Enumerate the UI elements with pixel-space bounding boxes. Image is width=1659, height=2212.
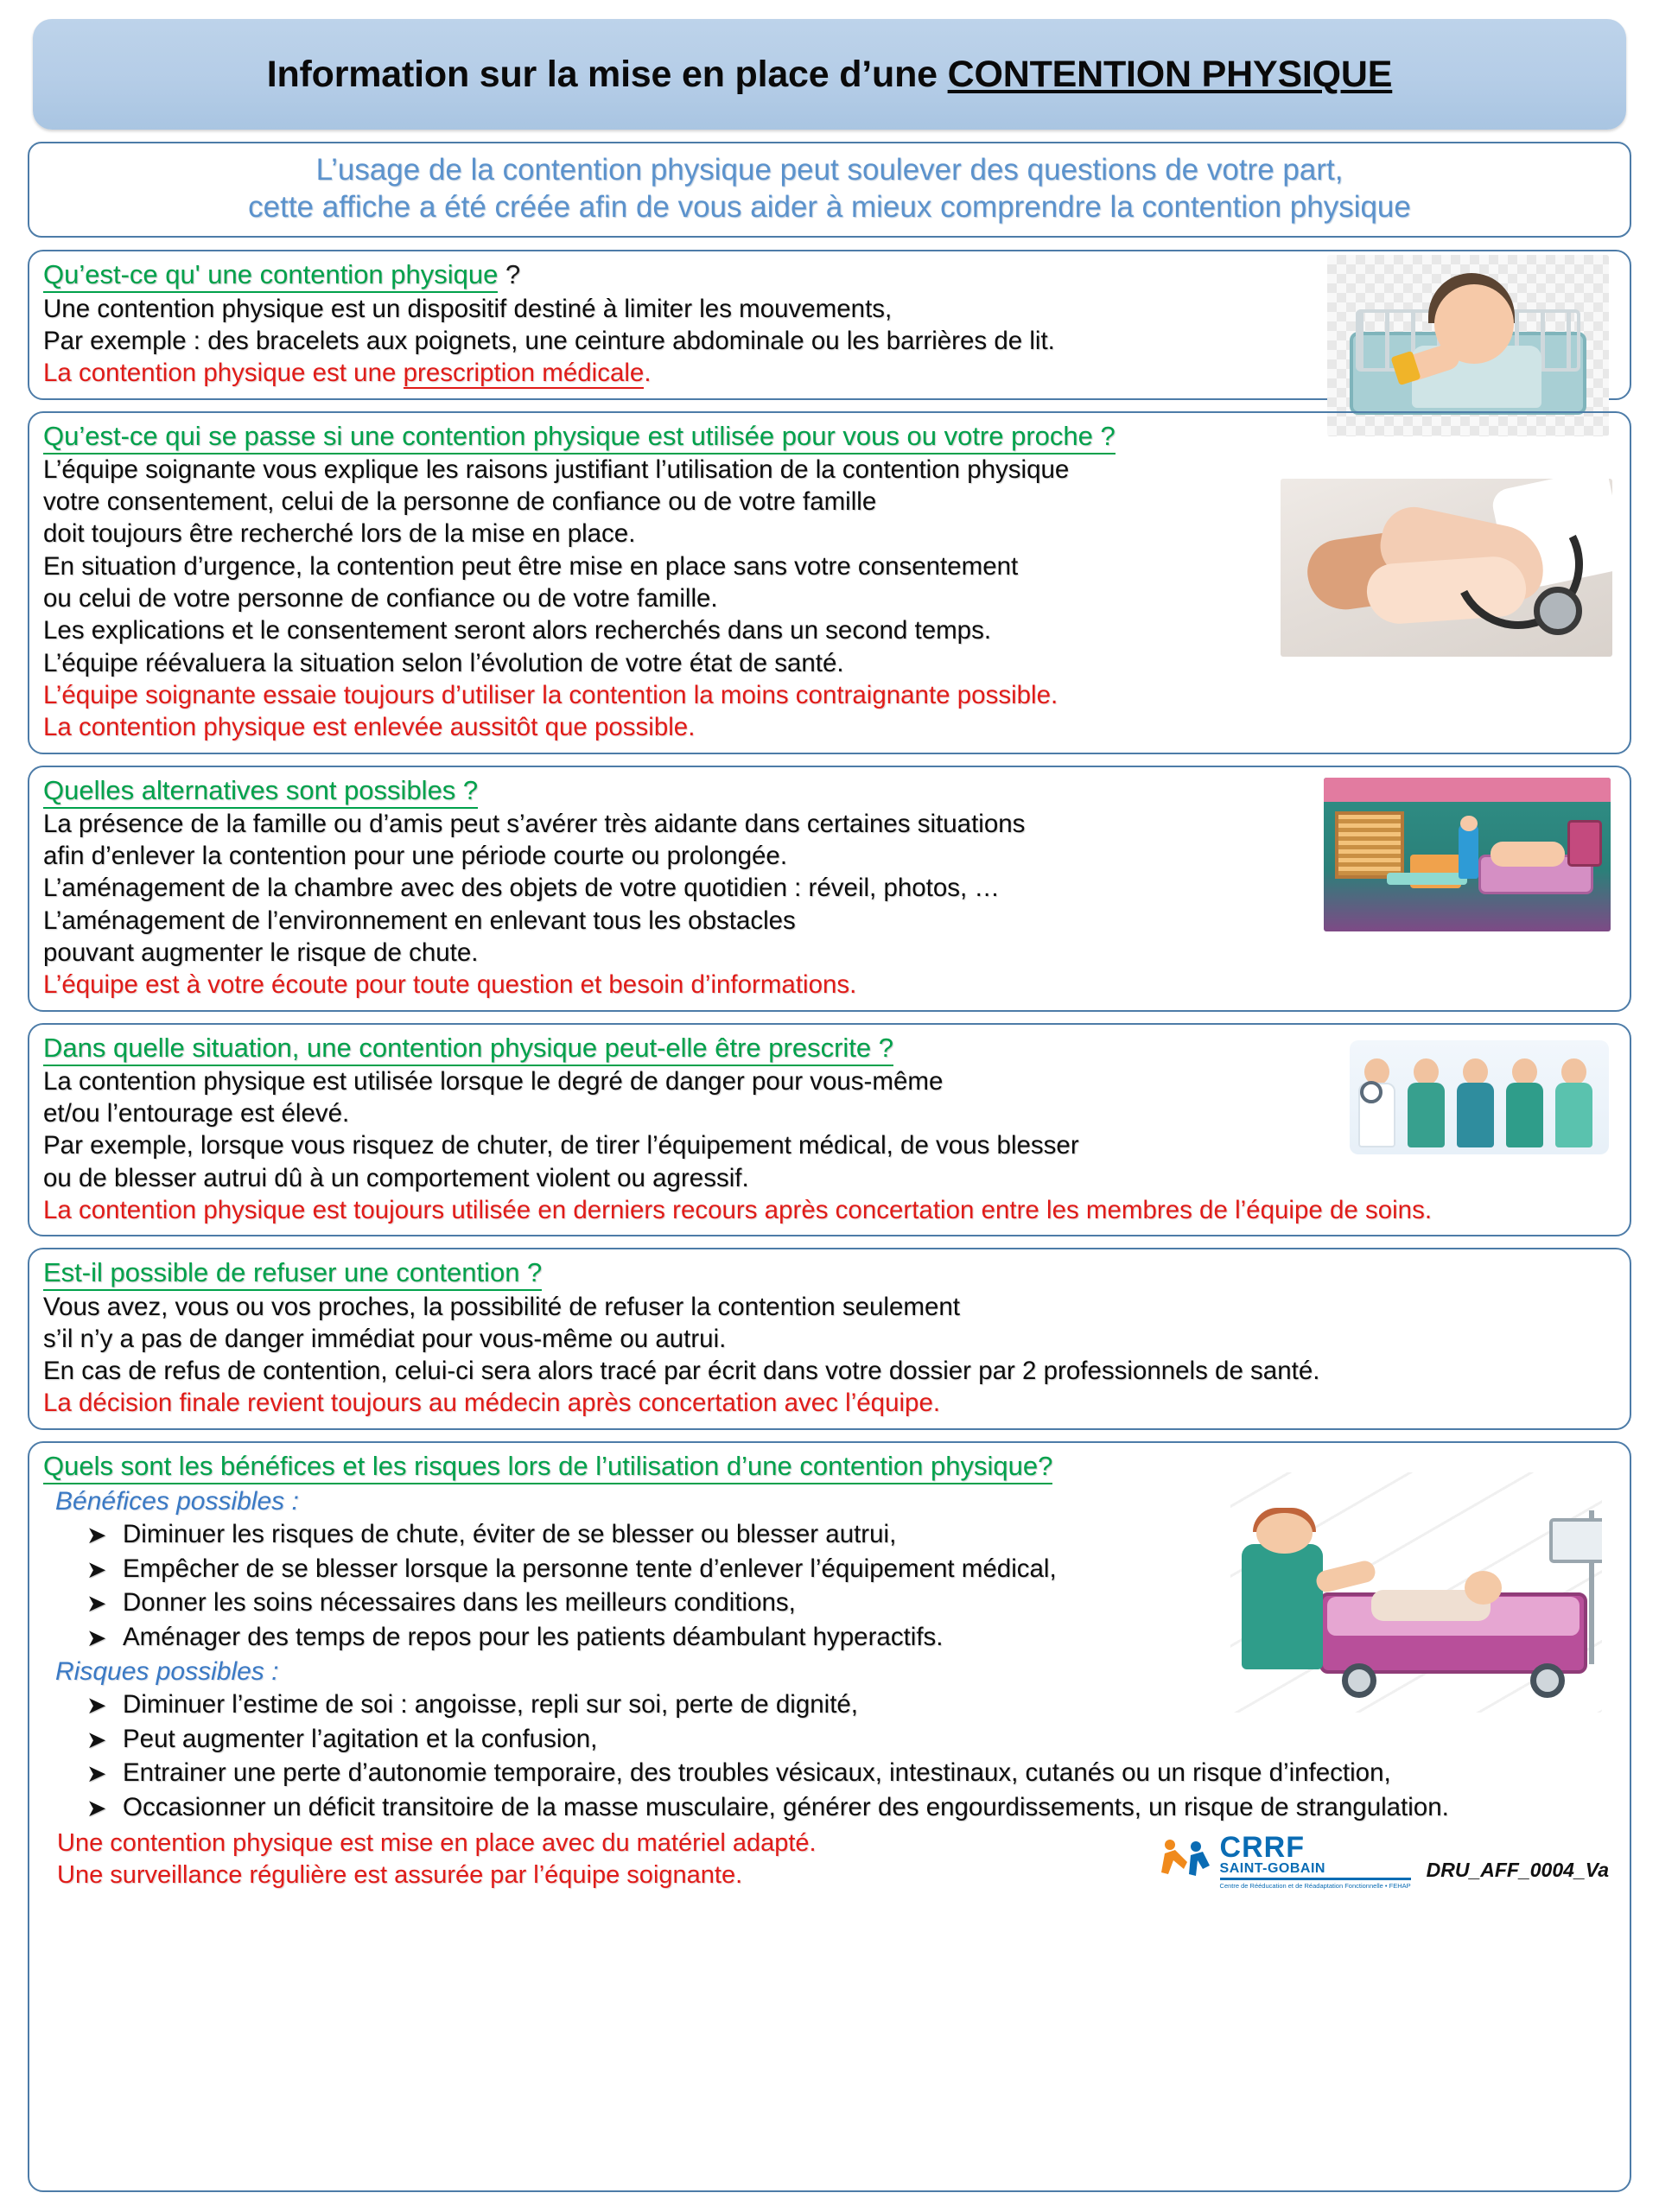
illustration-hospital-room — [1324, 778, 1611, 931]
body-line: ou de blesser autrui dû à un comportement violent ou agressif. — [43, 1163, 749, 1192]
emphasis-line: L’équipe soignante essaie toujours d’utiliser la contention la moins contraignante possible. — [43, 680, 1058, 709]
list-item — [86, 1688, 1618, 1721]
section-heading — [43, 1032, 893, 1064]
section-heading-text: Dans quelle situation, une contention physique peut-elle être prescrite ? — [43, 1033, 893, 1066]
list-item-text: Empêcher de se blesser lorsque la personne tente d’enlever l’équipement médical, — [123, 1554, 1057, 1583]
body-line: L’aménagement de la chambre avec des objets de votre quotidien : réveil, photos, … — [43, 874, 1000, 903]
list-item — [86, 1586, 1246, 1619]
footer-emphasis-block — [57, 1827, 817, 1891]
page-title-emphasis: CONTENTION PHYSIQUE — [947, 53, 1393, 95]
illustration-holding-hands-stethoscope — [1281, 479, 1612, 657]
emphasis-prefix: La contention physique est une — [43, 359, 404, 388]
benefits-label: Bénéfices possibles : — [55, 1486, 299, 1516]
risks-list — [43, 1688, 1618, 1824]
list-item-text: Diminuer les risques de chute, éviter de se blesser ou blesser autrui, — [123, 1519, 897, 1548]
body-line: votre consentement, celui de la personne de confiance ou de votre famille — [43, 487, 877, 516]
intro-box — [28, 142, 1631, 238]
section-heading-text: Quelles alternatives sont possibles ? — [43, 775, 478, 809]
list-item — [86, 1621, 1246, 1654]
body-line: L’équipe soignante vous explique les raisons justifiant l’utilisation de la contention physique — [43, 454, 1070, 484]
illustration-nurse-patient-bed — [1230, 1472, 1602, 1713]
emphasis-line: L’équipe est à votre écoute pour toute question et besoin d’informations. — [43, 970, 857, 1000]
illustration-patient-bed-restraint — [1327, 255, 1609, 436]
risks-label: Risques possibles : — [55, 1656, 279, 1686]
list-item-text: Donner les soins nécessaires dans les meilleurs conditions, — [123, 1588, 796, 1618]
list-item-text: Entrainer une perte d’autonomie temporaire, des troubles vésicaux, intestinaux, cutanés ou un risque d’infection, — [123, 1758, 1391, 1788]
body-line: s’il n’y a pas de danger immédiat pour vous-même ou autrui. — [43, 1324, 727, 1353]
crrf-logo-name: CRRF — [1219, 1830, 1305, 1864]
section-heading — [43, 258, 520, 290]
body-line: afin d’enlever la contention pour une période courte ou prolongée. — [43, 842, 788, 870]
section-benefits-risks — [28, 1441, 1631, 2192]
arrow-bullet-icon: ➤ — [86, 1590, 107, 1618]
arrow-bullet-icon: ➤ — [86, 1795, 107, 1822]
section-heading — [43, 1256, 542, 1288]
section-heading-text: Quels sont les bénéfices et les risques lors de l’utilisation d’une contention physique? — [43, 1451, 1052, 1484]
body-line: Par exemple, lorsque vous risquez de chuter, de tirer l’équipement médical, de vous blesser — [43, 1131, 1079, 1160]
body-line: L’équipe réévaluera la situation selon l’évolution de votre état de santé. — [43, 648, 844, 677]
section-heading — [43, 420, 1116, 452]
crrf-logo-caption: Centre de Rééducation et de Réadaptation Fonctionnelle • FEHAP — [1219, 1881, 1411, 1890]
poster-header — [33, 19, 1626, 130]
crrf-logo-mark-icon — [1158, 1836, 1211, 1886]
list-item — [86, 1518, 1246, 1551]
section-heading-text: Qu’est-ce qu' une contention physique — [43, 259, 498, 293]
emphasis-line — [43, 357, 1324, 389]
emphasis-underlined: prescription médicale — [403, 359, 645, 388]
body-line: Une contention physique est un dispositif destiné à limiter les mouvements, — [43, 294, 893, 323]
body-line: et/ou l’entourage est élevé. — [43, 1099, 350, 1128]
list-item — [86, 1553, 1246, 1586]
body-line: La contention physique est utilisée lorsque le degré de danger pour vous-même — [43, 1066, 944, 1096]
list-item-text: Aménager des temps de repos pour les patients déambulant hyperactifs. — [123, 1623, 944, 1652]
list-item-text: Occasionner un déficit transitoire de la masse musculaire, générer des engourdissements, un risque de strangulation. — [123, 1793, 1449, 1822]
arrow-bullet-icon: ➤ — [86, 1760, 107, 1788]
body-line: La présence de la famille ou d’amis peut s’avérer très aidante dans certaines situations — [43, 809, 1026, 838]
section-heading-text: Est-il possible de refuser une contention ? — [43, 1257, 542, 1291]
list-item — [86, 1723, 1618, 1756]
body-line: Les explications et le consentement seront alors recherchés dans un second temps. — [43, 616, 992, 645]
section-definition — [28, 250, 1631, 399]
section-alternatives — [28, 766, 1631, 1012]
page-title — [267, 54, 1393, 96]
reference-code: DRU_AFF_0004_Va — [1426, 1859, 1609, 1882]
crrf-logo-subtitle: SAINT-GOBAIN — [1219, 1860, 1325, 1876]
emphasis-tail: . — [644, 359, 652, 388]
section-heading — [43, 1450, 1052, 1482]
body-line: En cas de refus de contention, celui-ci sera alors tracé par écrit dans votre dossier par 2 professionnels de santé. — [43, 1357, 1320, 1386]
body-line: Par exemple : des bracelets aux poignets, une ceinture abdominale ou les barrières de lit. — [43, 326, 1055, 355]
body-line: pouvant augmenter le risque de chute. — [43, 938, 479, 967]
section-heading-tail: ? — [498, 259, 521, 290]
crrf-logo — [1158, 1830, 1411, 1891]
poster-footer — [57, 1827, 1609, 1891]
arrow-bullet-icon: ➤ — [86, 1624, 107, 1652]
body-line: doit toujours être recherché lors de la mise en place. — [43, 519, 636, 549]
illustration-medical-team — [1350, 1040, 1609, 1154]
section-heading-text: Qu’est-ce qui se passe si une contention physique est utilisée pour vous ou votre proche ? — [43, 421, 1116, 454]
emphasis-line: La décision finale revient toujours au médecin après concertation avec l’équipe. — [43, 1389, 941, 1418]
emphasis-line: Une surveillance régulière est assurée par l’équipe soignante. — [57, 1860, 743, 1889]
body-line: L’aménagement de l’environnement en enlevant tous les obstacles — [43, 906, 796, 935]
list-item-text: Peut augmenter l’agitation et la confusion, — [123, 1724, 598, 1753]
section-when-prescribed — [28, 1023, 1631, 1237]
section-what-happens — [28, 411, 1631, 754]
arrow-bullet-icon: ➤ — [86, 1521, 107, 1548]
arrow-bullet-icon: ➤ — [86, 1691, 107, 1719]
emphasis-line: Une contention physique est mise en place avec du matériel adapté. — [57, 1828, 817, 1857]
intro-line-1: L’usage de la contention physique peut soulever des questions de votre part, — [315, 153, 1344, 187]
body-line: Vous avez, vous ou vos proches, la possibilité de refuser la contention seulement — [43, 1292, 960, 1321]
body-line: ou celui de votre personne de confiance ou de votre famille. — [43, 583, 718, 613]
emphasis-line: La contention physique est toujours utilisée en derniers recours après concertation entre les membres de l’équipe de soins. — [43, 1196, 1433, 1224]
list-item-text: Diminuer l’estime de soi : angoisse, repli sur soi, perte de dignité, — [123, 1689, 858, 1719]
section-refusal — [28, 1248, 1631, 1429]
body-line: En situation d’urgence, la contention peut être mise en place sans votre consentement — [43, 551, 1019, 581]
arrow-bullet-icon: ➤ — [86, 1726, 107, 1753]
intro-line-2: cette affiche a été créée afin de vous aider à mieux comprendre la contention physique — [248, 189, 1411, 224]
section-heading — [43, 774, 478, 806]
arrow-bullet-icon: ➤ — [86, 1555, 107, 1583]
crrf-logo-text — [1219, 1830, 1411, 1890]
list-item — [86, 1791, 1618, 1824]
list-item — [86, 1757, 1618, 1789]
emphasis-line: La contention physique est enlevée aussitôt que possible. — [43, 713, 696, 742]
page-title-prefix: Information sur la mise en place d’une — [266, 53, 948, 95]
crrf-logo-divider — [1220, 1878, 1411, 1880]
